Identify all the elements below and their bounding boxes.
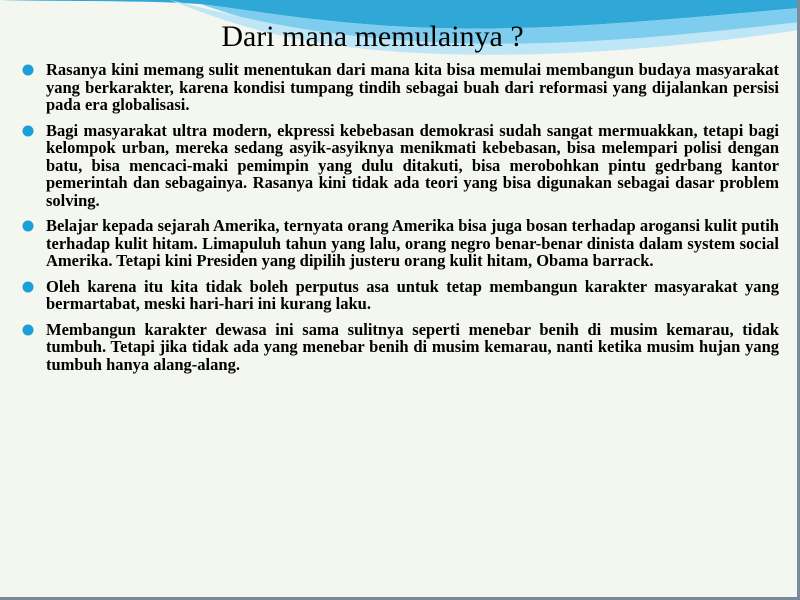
bullet-dot-icon xyxy=(22,64,34,76)
bullet-list xyxy=(22,61,779,381)
bullet-text: Bagi masyarakat ultra modern, ekpressi kebebasan demokrasi sudah sangat mermuakkan, tetapi bagi kelompok urban, mereka sedang asyik-asyiknya menikmati kebebasan, bisa melempari polisi dengan batu, bisa mencaci-maki pemimpin yang dulu ditakuti, bisa merobohkan pintu gedrbang kantor pemerintah dan sebagainya. Rasanya kini tidak ada teori yang bisa digunakan sebagai dasar problem solving. xyxy=(46,120,779,210)
bullet-text: Oleh karena itu kita tidak boleh perputus asa untuk tetap membangun karakter masyarakat yang bermartabat, meski hari-hari ini kurang laku. xyxy=(46,276,779,313)
bullet-item xyxy=(22,217,779,270)
bullet-dot-icon xyxy=(22,324,34,336)
bullet-item xyxy=(22,122,779,210)
bullet-dot-icon xyxy=(22,125,34,137)
bullet-dot-icon xyxy=(22,220,34,232)
bullet-text: Membangun karakter dewasa ini sama sulitnya seperti menebar benih di musim kemarau, tidak tumbuh. Tetapi jika tidak ada yang menebar benih di musim kemarau, nanti ketika musim hujan yang tumbuh hanya alang-alang. xyxy=(46,319,779,374)
bullet-dot-icon xyxy=(22,281,34,293)
bullet-item xyxy=(22,321,779,374)
bullet-item xyxy=(22,278,779,313)
bullet-text: Belajar kepada sejarah Amerika, ternyata orang Amerika bisa juga bosan terhadap arogansi kulit putih terhadap kulit hitam. Limapuluh tahun yang lalu, orang negro benar-benar dinista dalam system social Amerika. Tetapi kini Presiden yang dipilih justeru orang kulit hitam, Obama barrack. xyxy=(46,216,779,270)
bullet-text: Rasanya kini memang sulit menentukan dari mana kita bisa memulai membangun budaya masyarakat yang berkarakter, karena kondisi tumpang tindih sebagai buah dari reformasi yang dijalankan persisi pada era globalisasi. xyxy=(46,60,779,114)
slide-title: Dari mana memulainya ? xyxy=(221,20,524,53)
bullet-item xyxy=(22,61,779,114)
